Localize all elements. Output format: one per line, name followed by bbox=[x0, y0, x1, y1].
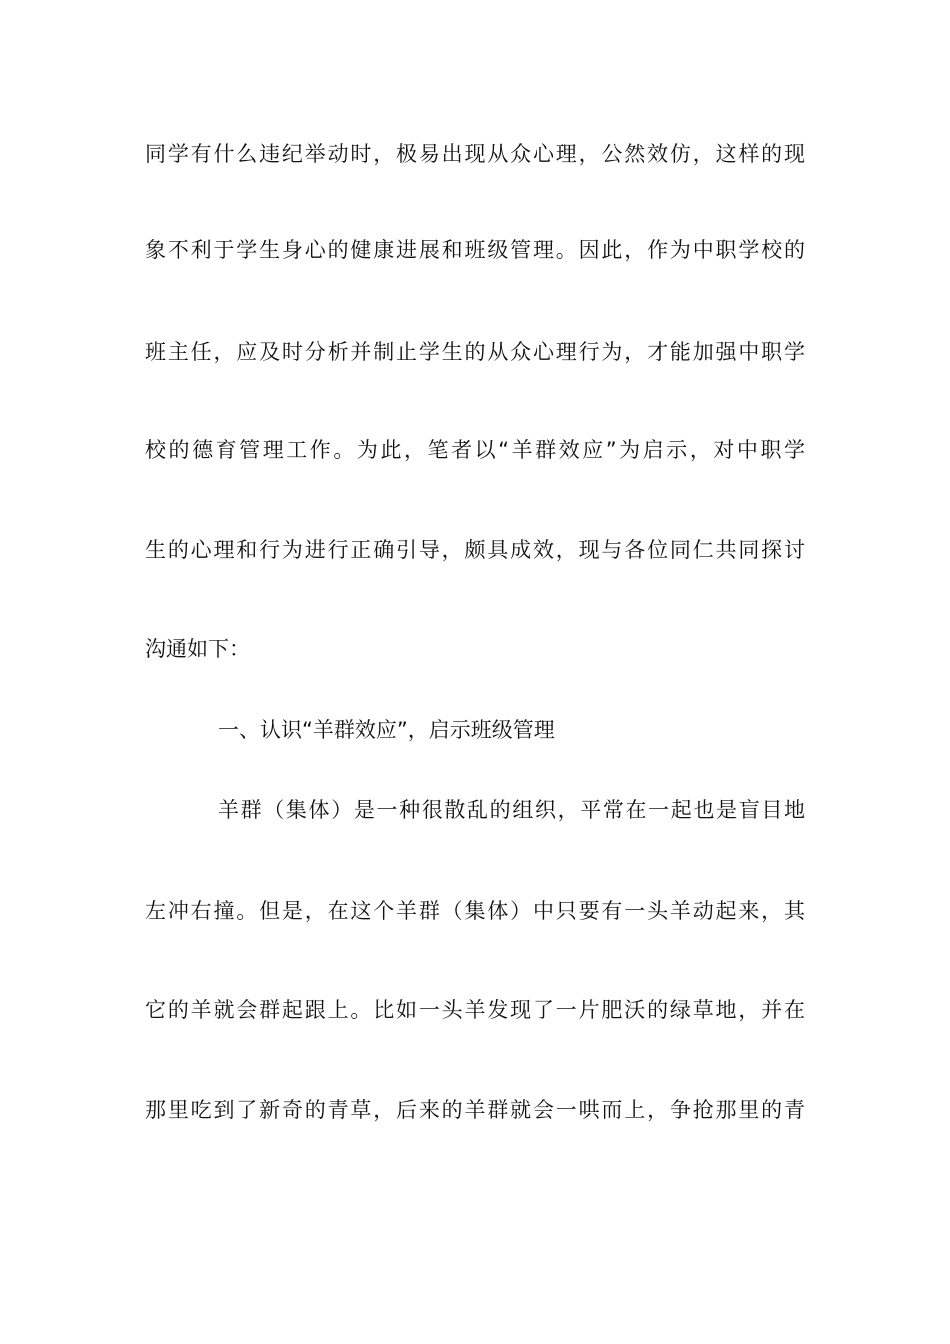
paragraph-line: 左冲右撞。但是，在这个羊群（集体）中只要有一头羊动起来，其 bbox=[145, 899, 805, 923]
paragraph-line: 沟通如下： bbox=[145, 637, 250, 661]
paragraph-line: 同学有什么违纪举动时，极易出现从众心理，公然效仿，这样的现 bbox=[145, 142, 805, 166]
paragraph-line: 校的德育管理工作。为此，笔者以“羊群效应”为启示，对中职学 bbox=[145, 438, 805, 462]
section-heading: 一、认识“羊群效应”，启示班级管理 bbox=[218, 718, 555, 742]
paragraph-line: 羊群（集体）是一种很散乱的组织，平常在一起也是盲目地 bbox=[218, 798, 805, 822]
paragraph-line: 那里吃到了新奇的青草，后来的羊群就会一哄而上，争抢那里的青 bbox=[145, 1098, 805, 1122]
paragraph-line: 生的心理和行为进行正确引导，颇具成效，现与各位同仁共同探讨 bbox=[145, 538, 805, 562]
paragraph-line: 它的羊就会群起跟上。比如一头羊发现了一片肥沃的绿草地，并在 bbox=[145, 998, 805, 1022]
paragraph-line: 象不利于学生身心的健康进展和班级管理。因此，作为中职学校的 bbox=[145, 238, 805, 262]
paragraph-line: 班主任，应及时分析并制止学生的从众心理行为，才能加强中职学 bbox=[145, 340, 805, 364]
